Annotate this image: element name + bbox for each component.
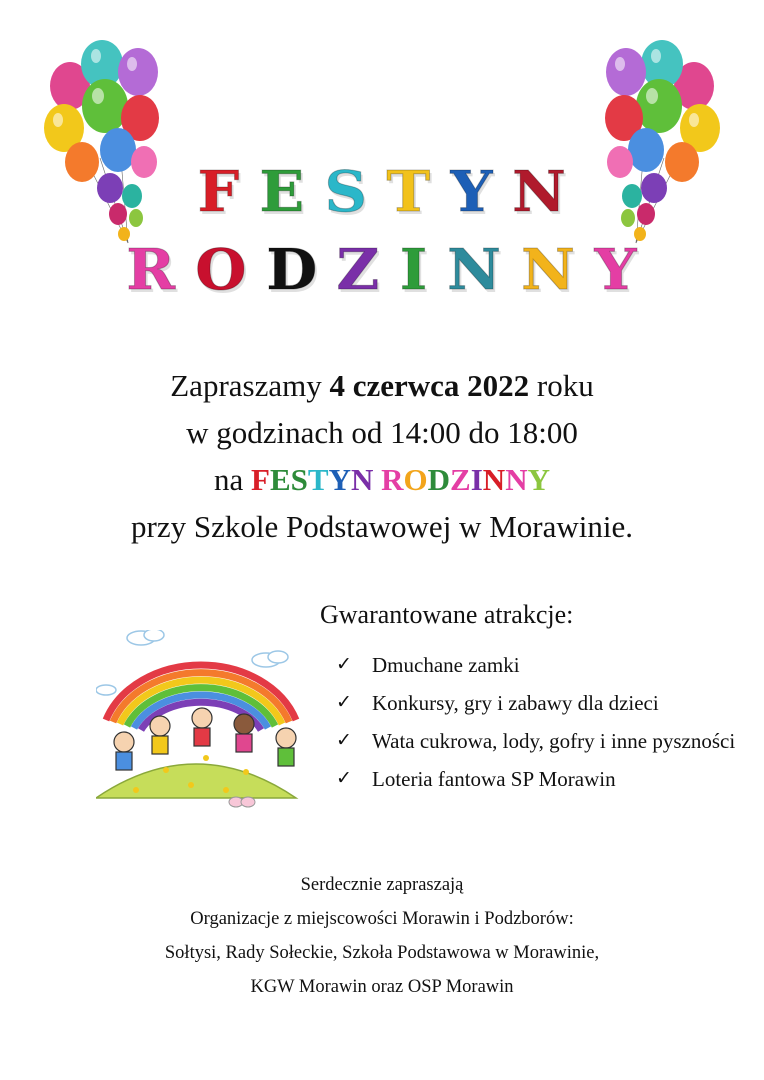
attraction-text: Dmuchane zamki [372,653,520,677]
list-item [318,646,758,684]
invitation-text [0,362,764,550]
event-name-letter: N [505,462,528,497]
check-icon: ✓ [336,730,352,751]
title-festyn-letter: S [324,159,390,225]
title-rodzinny-letter: Y [594,237,660,303]
title-festyn-letter: F [197,159,263,225]
title-rodzinny-letter: N [447,237,525,303]
event-name-letter: D [427,462,451,497]
list-item [318,722,758,760]
invite-line-location: przy Szkole Podstawowej w Morawinie. [131,509,633,544]
event-name-letter: O [403,462,428,497]
event-name-letter: Y [328,462,351,497]
invite-line-1-pre: Zapraszamy [170,368,330,403]
check-icon: ✓ [336,654,352,675]
attractions-section [318,596,758,798]
attraction-text: Wata cukrowa, lody, gofry i inne pyszności [372,729,736,753]
title-rodzinny-letter: N [520,237,598,303]
title-rodzinny-letter: R [126,237,199,303]
event-name-letter: S [290,462,308,497]
event-date: 4 czerwca 2022 [329,368,530,403]
event-name-letter: Y [527,462,550,497]
title-festyn-letter: E [259,159,328,225]
list-item [318,760,758,798]
title-festyn-letter: T [386,159,454,225]
event-name-colored [251,462,550,497]
title-rodzinny-letter: D [265,237,340,303]
event-name-letter: T [307,462,329,497]
attractions-heading: Gwarantowane atrakcje: [320,600,574,629]
title-festyn [0,160,764,224]
check-icon: ✓ [336,692,352,713]
title-rodzinny-letter: Z [336,237,403,303]
event-name-letter: E [269,462,291,497]
title-rodzinny [0,238,764,302]
footer-organizers-line: Organizacje z miejscowości Morawin i Podzborów: [190,909,574,929]
event-name-letter: I [470,462,483,497]
attractions-list [318,646,758,798]
check-icon: ✓ [336,768,352,789]
event-name-letter [373,462,381,497]
footer-organizers-list-1: Sołtysi, Rady Sołeckie, Szkoła Podstawowa w Morawinie, [164,943,600,963]
attraction-text: Loteria fantowa SP Morawin [372,767,616,791]
attraction-text: Konkursy, gry i zabawy dla dzieci [372,691,659,715]
title-festyn-letter: Y [450,159,516,225]
invite-line-event-name [0,456,764,503]
invite-line-date [0,362,764,409]
invite-line-hours: w godzinach od 14:00 do 18:00 [186,415,578,450]
title-rodzinny-letter: I [399,237,451,303]
event-name-letter: N [350,462,374,497]
footer-greeting: Serdecznie zapraszają [300,875,464,895]
list-item [318,684,758,722]
invite-line-3-pre: na [214,462,252,497]
kids-rainbow-illustration [96,630,316,820]
event-name-letter: F [251,462,270,497]
organizers-footer [0,868,764,1004]
event-name-letter: N [482,462,506,497]
title-rodzinny-letter: O [195,237,270,303]
event-name-letter: Z [450,462,471,497]
event-name-letter: R [381,462,404,497]
title-festyn-letter: N [511,159,589,225]
invite-line-1-post: roku [529,368,594,403]
footer-organizers-list-2: KGW Morawin oraz OSP Morawin [250,977,514,997]
